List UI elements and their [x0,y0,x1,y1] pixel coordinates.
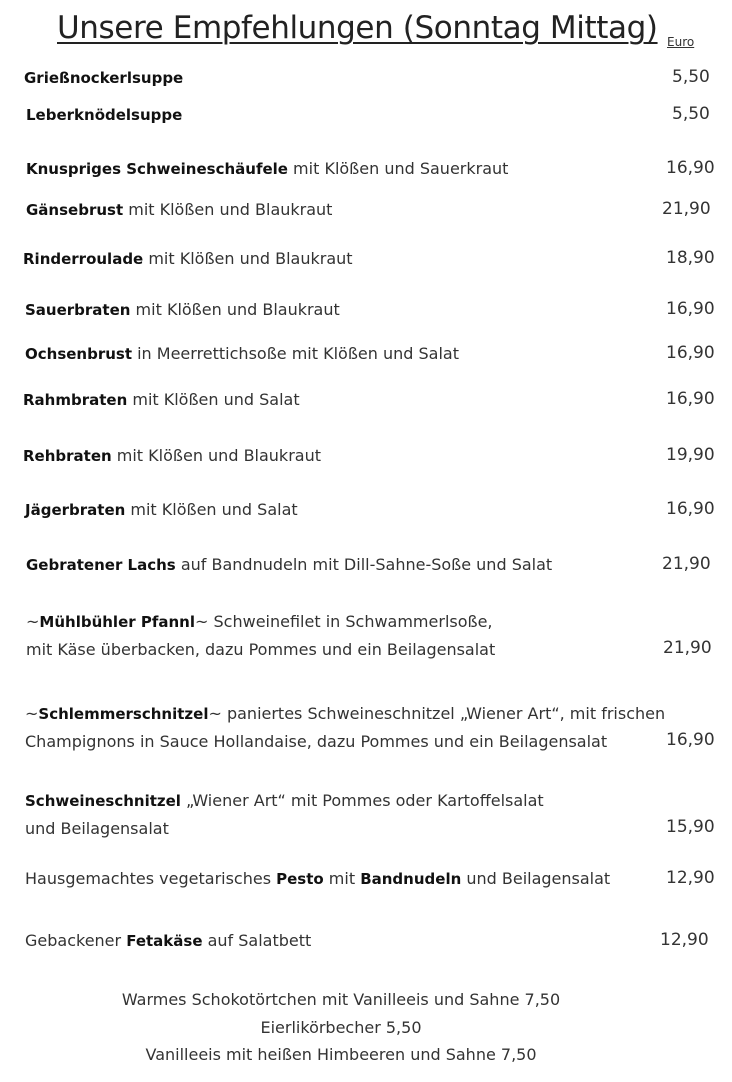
dessert-item: Eierlikörbecher 5,50 [260,1017,422,1037]
dish-price: 16,90 [666,499,715,519]
dish-description: „Wiener Art“ mit Pommes oder Kartoffelsalat [180,791,544,810]
dish-name: Knuspriges Schweineschäufele [26,160,288,178]
dish-name: Leberknödelsuppe [26,106,183,124]
dish-description: auf Salatbett [202,931,312,950]
dish-name-secondary: Bandnudeln [360,870,462,888]
dish-name: Fetakäse [126,932,203,950]
menu-item-rehbraten [23,442,663,470]
menu-item-griessnockerlsuppe [24,64,664,92]
currency-label: Euro [667,35,695,49]
menu-item-schlemmerschnitzel [25,700,665,755]
dish-price: 15,90 [666,817,715,837]
dish-prefix: Hausgemachtes vegetarisches [25,869,277,888]
dish-price: 19,90 [666,445,715,465]
dish-name: Ochsenbrust [25,345,133,363]
dish-description: mit Klößen und Blaukraut [123,200,333,219]
dish-description-line2: mit Käse überbacken, dazu Pommes und ein Beilagensalat [26,640,496,659]
dish-price: 12,90 [666,868,715,888]
dish-price: 16,90 [666,343,715,363]
dessert-item: Vanilleeis mit heißen Himbeeren und Sahne 7,50 [145,1045,537,1064]
dish-description-line2: und Beilagensalat [25,819,169,838]
dessert-item: Warmes Schokotörtchen mit Vanilleeis und Sahne 7,50 [121,990,561,1009]
dish-description: mit Klößen und Blaukraut [111,446,321,465]
dish-name: Gänsebrust [26,201,124,219]
dish-price: 12,90 [660,930,709,950]
dish-prefix: ~ [25,704,39,723]
dish-name: Sauerbraten [25,301,131,319]
menu-item-pesto-bandnudeln [25,865,665,893]
dish-description: ~ Schweinefilet in Schwammerlsoße, [195,612,493,631]
dish-price: 16,90 [666,730,715,750]
dish-description: in Meerrettichsoße mit Klößen und Salat [132,344,459,363]
dish-name: Mühlbühler Pfannl [39,613,196,631]
dish-name: Jägerbraten [25,501,126,519]
menu-item-gebratener-lachs [26,551,666,579]
dish-name: Rahmbraten [23,391,128,409]
dish-description: mit Klößen und Blaukraut [143,249,353,268]
menu-item-rahmbraten [23,386,663,414]
menu-item-schweineschnitzel [25,787,665,842]
dish-name: Schweineschnitzel [25,792,181,810]
dish-description: auf Bandnudeln mit Dill-Sahne-Soße und Salat [175,555,553,574]
menu-item-fetakaese [25,927,665,955]
dish-price: 16,90 [666,299,715,319]
menu-item-gaensebrust [26,196,666,224]
dish-description: mit Klößen und Salat [127,390,300,409]
dessert-list [0,986,682,1069]
menu-item-muehlbuehler-pfannl [26,608,666,663]
menu-item-schweineschaeufele [26,155,666,183]
dish-description-line2: Champignons in Sauce Hollandaise, dazu Pommes und ein Beilagensalat [25,732,608,751]
dish-name: Rinderroulade [23,250,144,268]
menu-item-jaegerbraten [25,496,665,524]
dish-name: Grießnockerlsuppe [24,69,184,87]
menu-item-leberknoedelsuppe [26,101,666,129]
dish-price: 21,90 [662,554,711,574]
dish-name: Gebratener Lachs [26,556,176,574]
dish-price: 21,90 [662,199,711,219]
menu-item-rinderroulade [23,245,663,273]
dish-price: 18,90 [666,248,715,268]
dish-description: ~ paniertes Schweineschnitzel „Wiener Art“, mit frischen [208,704,666,723]
dish-price: 21,90 [663,638,712,658]
dish-description: mit Klößen und Sauerkraut [287,159,509,178]
dish-price: 16,90 [666,389,715,409]
menu-item-ochsenbrust [25,340,665,368]
dish-price: 5,50 [672,104,710,124]
dish-description: mit Klößen und Salat [125,500,298,519]
dish-price: 16,90 [666,158,715,178]
dish-connector: mit [323,869,361,888]
dish-prefix: Gebackener [25,931,127,950]
dish-prefix: ~ [26,612,40,631]
dish-name: Schlemmerschnitzel [38,705,209,723]
menu-title: Unsere Empfehlungen (Sonntag Mittag) [57,10,658,46]
dish-price: 5,50 [672,67,710,87]
dish-name: Pesto [276,870,324,888]
dish-name: Rehbraten [23,447,112,465]
dish-description: und Beilagensalat [461,869,611,888]
dish-description: mit Klößen und Blaukraut [130,300,340,319]
menu-item-sauerbraten [25,296,665,324]
